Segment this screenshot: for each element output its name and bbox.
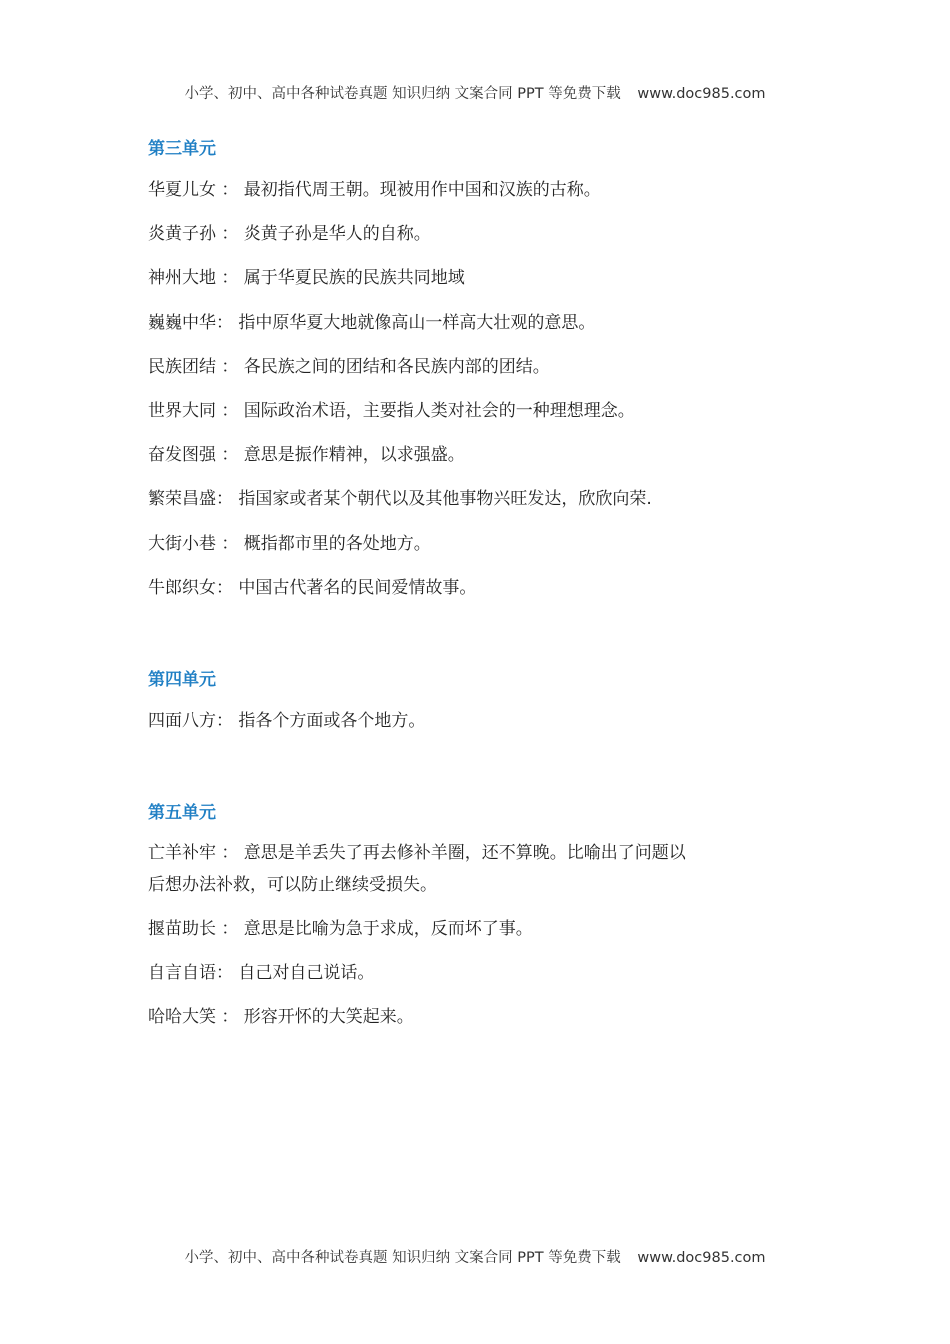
- idiom-entry: 华夏儿女 ： 最初指代周王朝。现被用作中国和汉族的古称。: [148, 180, 601, 200]
- idiom-entry: 巍巍中华： 指中原华夏大地就像高山一样高大壮观的意思。: [148, 313, 596, 333]
- idiom-entry: 炎黄子孙 ： 炎黄子孙是华人的自称。: [148, 224, 431, 244]
- section-title-unit-4: 第四单元: [148, 670, 216, 690]
- section-title-unit-5: 第五单元: [148, 803, 216, 823]
- idiom-entry: 四面八方： 指各个方面或各个地方。: [148, 711, 426, 731]
- footer-url[interactable]: www.doc985.com: [637, 1250, 766, 1266]
- footer-text: 小学、初中、高中各种试卷真题 知识归纳 文案合同 PPT 等免费下载: [184, 1250, 621, 1266]
- idiom-entry: 世界大同 ： 国际政治术语，主要指人类对社会的一种理想理念。: [148, 401, 635, 421]
- idiom-entry: 哈哈大笑 ： 形容开怀的大笑起来。: [148, 1007, 414, 1027]
- idiom-entry: 繁荣昌盛： 指国家或者某个朝代以及其他事物兴旺发达，欣欣向荣.: [148, 489, 652, 509]
- header-text: 小学、初中、高中各种试卷真题 知识归纳 文案合同 PPT 等免费下载: [184, 86, 621, 102]
- page-footer: [0, 1246, 950, 1267]
- header-url[interactable]: www.doc985.com: [637, 86, 766, 102]
- idiom-entry: 牛郎织女： 中国古代著名的民间爱情故事。: [148, 578, 477, 598]
- idiom-entry: 奋发图强 ： 意思是振作精神，以求强盛。: [148, 445, 465, 465]
- idiom-entry: 自言自语： 自己对自己说话。: [148, 963, 375, 983]
- idiom-entry: 大街小巷 ： 概指都市里的各处地方。: [148, 534, 431, 554]
- idiom-entry: 民族团结 ： 各民族之间的团结和各民族内部的团结。: [148, 357, 550, 377]
- idiom-entry: 揠苗助长 ： 意思是比喻为急于求成，反而坏了事。: [148, 919, 533, 939]
- page-header: [0, 82, 950, 103]
- idiom-entry: 神州大地 ： 属于华夏民族的民族共同地域: [148, 268, 465, 288]
- idiom-entry: 亡羊补牢 ： 意思是羊丢失了再去修补羊圈，还不算晚。比喻出了问题以后想办法补救，可以防止继续受损失。: [148, 843, 686, 895]
- section-title-unit-3: 第三单元: [148, 139, 216, 159]
